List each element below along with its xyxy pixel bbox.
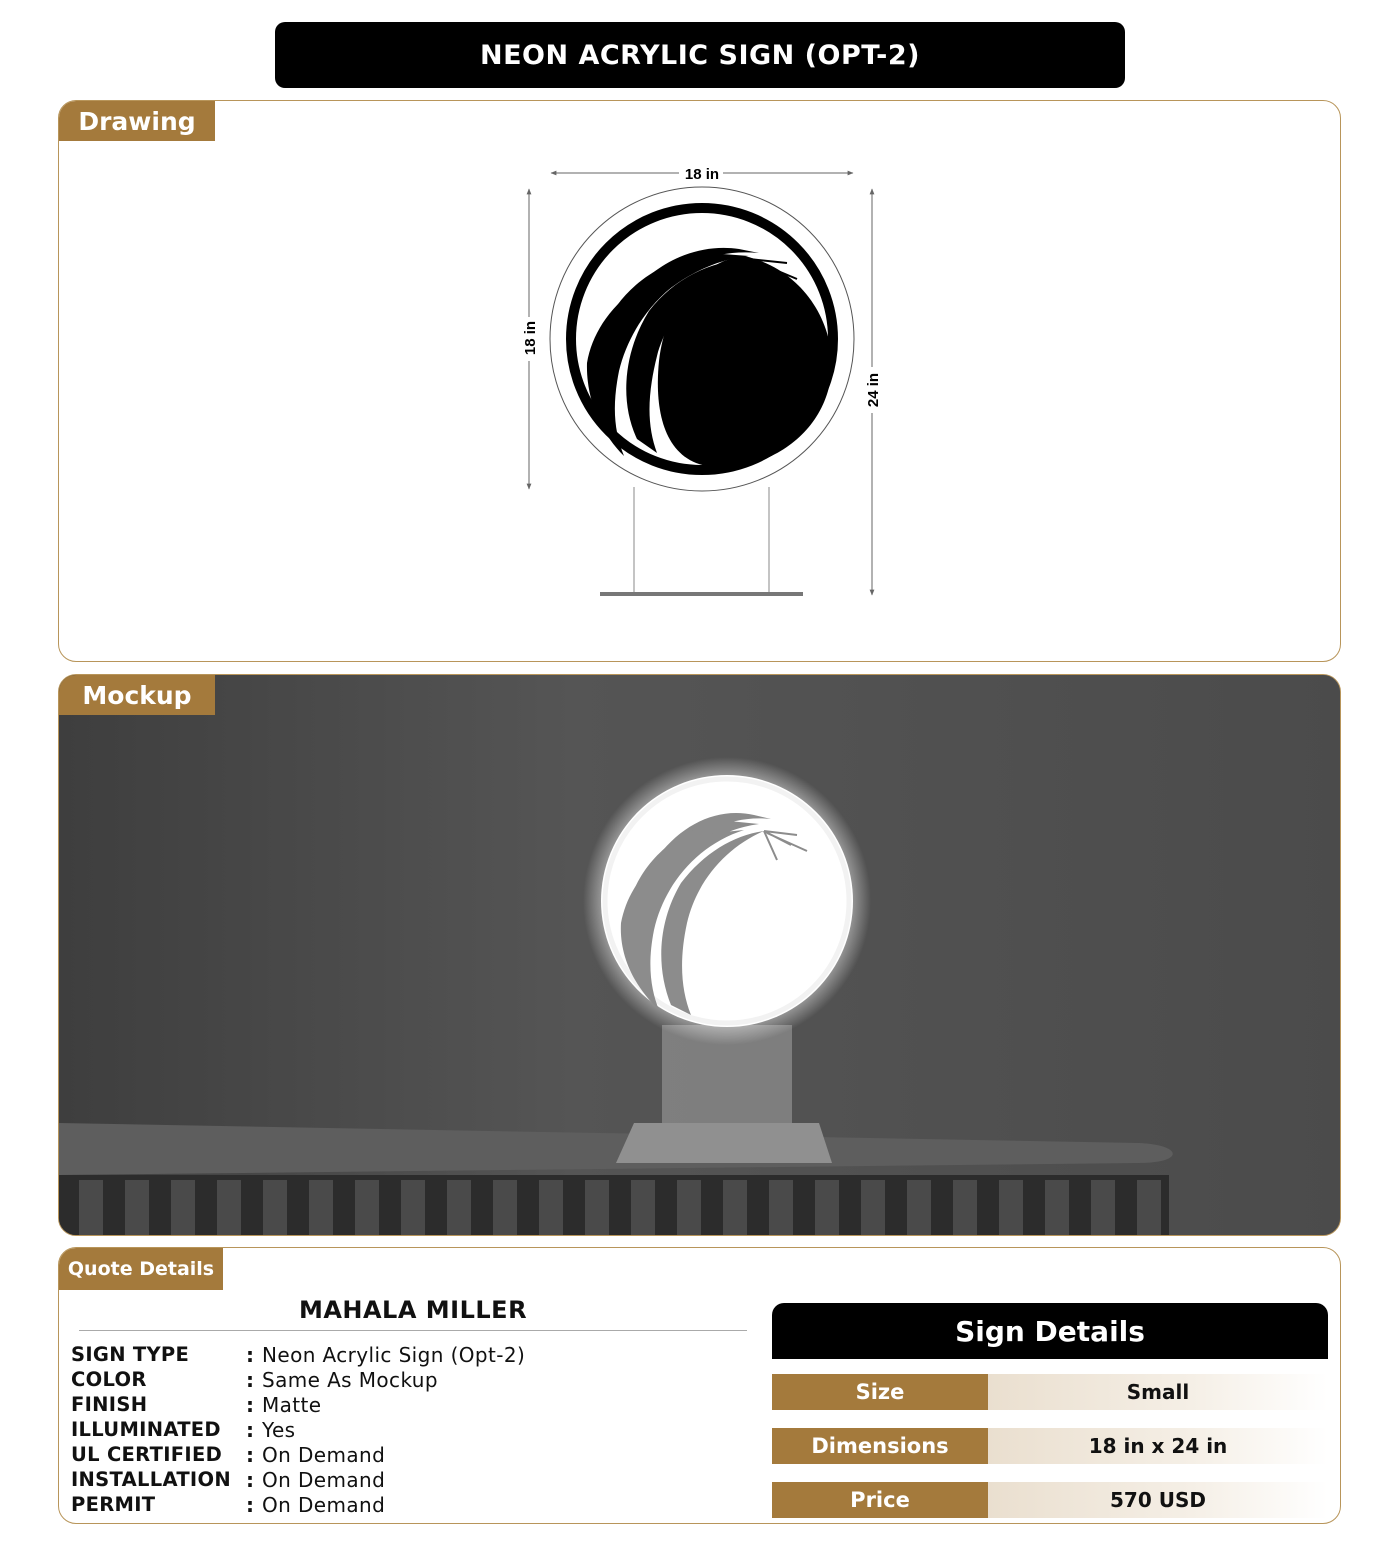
spec-key: SIGN TYPE	[71, 1343, 190, 1366]
spec-key: COLOR	[71, 1368, 147, 1391]
spec-key: PERMIT	[71, 1493, 156, 1516]
sign-detail-key: Dimensions	[772, 1428, 988, 1464]
spec-row-color	[71, 1367, 438, 1392]
spec-key: ILLUMINATED	[71, 1418, 221, 1441]
spec-colon: :	[246, 1467, 254, 1492]
spec-value: Matte	[262, 1392, 322, 1417]
spec-colon: :	[246, 1342, 254, 1367]
spec-colon: :	[246, 1442, 254, 1467]
client-divider	[79, 1330, 747, 1331]
page-title: NEON ACRYLIC SIGN (OPT-2)	[275, 22, 1125, 88]
mockup-panel	[58, 674, 1341, 1236]
spec-colon: :	[246, 1492, 254, 1517]
drawing-panel	[58, 100, 1341, 662]
sign-details-header: Sign Details	[772, 1303, 1328, 1359]
spec-value: Same As Mockup	[262, 1367, 438, 1392]
spec-value: On Demand	[262, 1442, 386, 1467]
total-height-dimension-label: 24 in	[865, 372, 882, 408]
spec-value: Yes	[262, 1417, 296, 1442]
spec-row-finish	[71, 1392, 322, 1417]
sign-detail-value: Small	[988, 1374, 1328, 1410]
mockup-base	[616, 1123, 832, 1163]
sign-detail-value: 570 USD	[988, 1482, 1328, 1518]
spec-colon: :	[246, 1367, 254, 1392]
spec-row-permit	[71, 1492, 385, 1517]
sign-detail-row-price	[772, 1482, 1328, 1518]
sign-detail-key: Price	[772, 1482, 988, 1518]
spec-colon: :	[246, 1392, 254, 1417]
spec-colon: :	[246, 1417, 254, 1442]
sign-detail-key: Size	[772, 1374, 988, 1410]
stand-base	[600, 592, 803, 596]
spec-row-installation	[71, 1467, 385, 1492]
width-dimension-label: 18 in	[684, 166, 720, 183]
spec-key: UL CERTIFIED	[71, 1443, 223, 1466]
spec-row-sign-type	[71, 1342, 525, 1367]
spec-key: FINISH	[71, 1393, 148, 1416]
spec-row-ul-certified	[71, 1442, 385, 1467]
spec-value: Neon Acrylic Sign (Opt-2)	[262, 1342, 526, 1367]
quote-tab: Quote Details	[59, 1248, 223, 1290]
spec-value: On Demand	[262, 1467, 386, 1492]
quote-panel	[58, 1247, 1341, 1524]
spec-value: On Demand	[262, 1492, 386, 1517]
sign-detail-value: 18 in x 24 in	[988, 1428, 1328, 1464]
circle-height-dimension-label: 18 in	[522, 320, 539, 356]
mockup-scene	[59, 675, 1341, 1236]
client-name: MAHALA MILLER	[298, 1296, 528, 1324]
sign-detail-row-dimensions	[772, 1428, 1328, 1464]
mockup-tab: Mockup	[59, 675, 215, 715]
sign-detail-row-size	[772, 1374, 1328, 1410]
drawing-tab: Drawing	[59, 101, 215, 141]
technical-drawing	[59, 101, 1341, 662]
spec-key: INSTALLATION	[71, 1468, 231, 1491]
spec-row-illuminated	[71, 1417, 296, 1442]
